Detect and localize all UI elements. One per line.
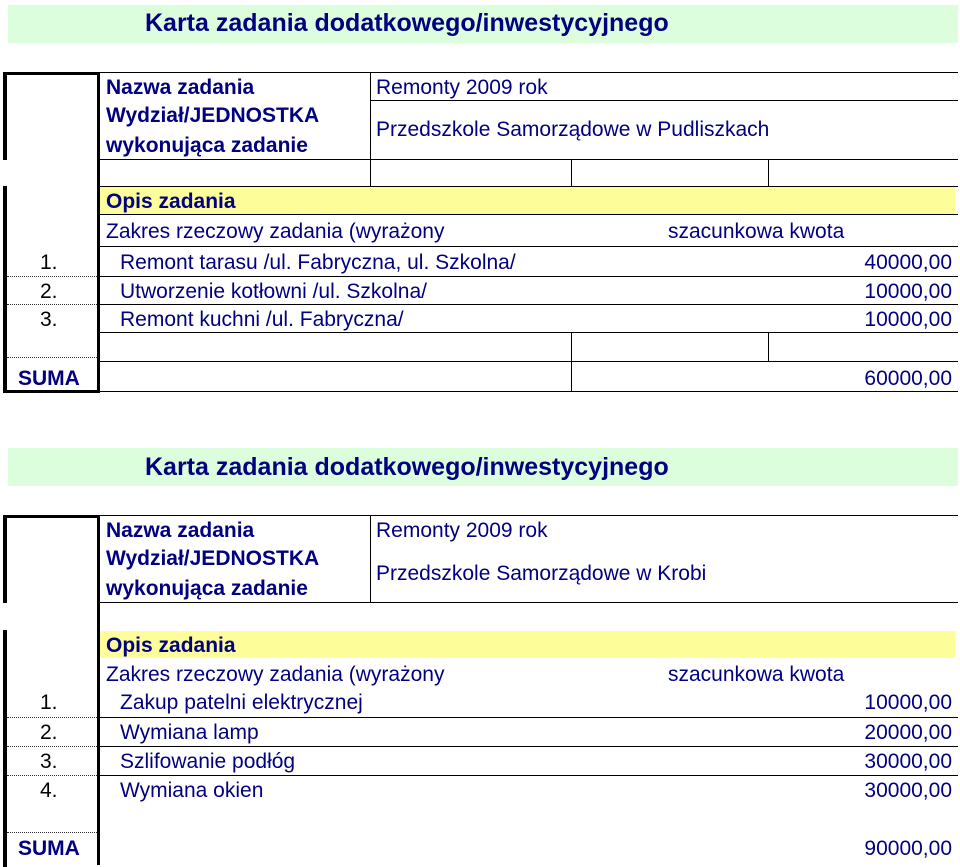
top-line — [100, 72, 958, 73]
row-line — [100, 361, 958, 362]
top-border — [3, 72, 100, 75]
scope-header: Zakres rzeczowy zadania (wyrażony — [106, 220, 445, 243]
row-line — [100, 159, 958, 160]
row-line — [100, 304, 958, 305]
item-number: 2. — [40, 721, 58, 744]
dotted-line — [7, 357, 97, 358]
dotted-line — [7, 304, 97, 305]
item-amount: 10000,00 — [864, 308, 952, 331]
card-title: Karta zadania dodatkowego/inwestycyjnego — [145, 453, 669, 481]
sum-label: SUMA — [18, 837, 80, 860]
task-name-value: Remonty 2009 rok — [376, 519, 548, 542]
item-text: Utworzenie kotłowni /ul. Szkolna/ — [120, 280, 427, 303]
col-divider — [370, 72, 371, 187]
item-amount: 30000,00 — [864, 750, 952, 773]
item-text: Wymiana okien — [120, 779, 264, 802]
sum-value: 90000,00 — [864, 837, 952, 860]
col-divider — [370, 515, 371, 603]
scope-header: Zakres rzeczowy zadania (wyrażony — [106, 663, 445, 686]
dotted-line — [7, 832, 97, 833]
amount-header: szacunkowa kwota — [668, 663, 845, 686]
col-divider — [571, 160, 572, 187]
unit-value: Przedszkole Samorządowe w Krobi — [376, 562, 707, 585]
item-text: Wymiana lamp — [120, 721, 259, 744]
item-number: 3. — [40, 750, 58, 773]
row-line — [100, 332, 958, 333]
item-number: 1. — [40, 691, 58, 714]
row-line — [100, 246, 958, 247]
top-border — [3, 515, 100, 518]
description-label: Opis zadania — [106, 634, 236, 657]
left-border — [3, 72, 7, 160]
top-line — [100, 515, 958, 516]
sum-value: 60000,00 — [864, 367, 952, 390]
left-border — [3, 186, 7, 392]
item-amount: 40000,00 — [864, 251, 952, 274]
description-label: Opis zadania — [106, 190, 236, 213]
task-name-label: Nazwa zadania — [106, 76, 255, 99]
bottom-border — [3, 390, 100, 393]
item-number: 3. — [40, 308, 58, 331]
item-amount: 10000,00 — [864, 691, 952, 714]
item-number: 1. — [40, 251, 58, 274]
row-line — [100, 602, 958, 603]
col-divider — [768, 333, 769, 361]
row-line — [100, 214, 958, 215]
unit-label-line2: wykonująca zadanie — [106, 134, 308, 157]
item-amount: 10000,00 — [864, 280, 952, 303]
col-divider — [571, 333, 572, 361]
row-line — [100, 746, 958, 747]
col-divider — [768, 160, 769, 187]
card-title: Karta zadania dodatkowego/inwestycyjnego — [145, 9, 669, 37]
amount-header: szacunkowa kwota — [668, 220, 845, 243]
inner-border — [97, 72, 100, 392]
unit-value: Przedszkole Samorządowe w Pudliszkach — [376, 118, 770, 141]
row-line — [100, 717, 958, 718]
unit-label-line1: Wydział/JEDNOSTKA — [106, 104, 320, 127]
unit-label-line2: wykonująca zadanie — [106, 577, 308, 600]
item-number: 4. — [40, 779, 58, 802]
item-text: Remont tarasu /ul. Fabryczna, ul. Szkolna/ — [120, 251, 516, 274]
dotted-line — [7, 276, 97, 277]
row-line — [370, 100, 958, 101]
task-name-value: Remonty 2009 rok — [376, 76, 548, 99]
sum-label: SUMA — [18, 367, 80, 390]
task-name-label: Nazwa zadania — [106, 519, 255, 542]
dotted-line — [7, 775, 97, 776]
unit-label-line1: Wydział/JEDNOSTKA — [106, 547, 320, 570]
item-amount: 20000,00 — [864, 721, 952, 744]
item-text: Zakup patelni elektrycznej — [120, 691, 363, 714]
row-line — [100, 775, 958, 776]
item-number: 2. — [40, 280, 58, 303]
dotted-line — [7, 717, 97, 718]
item-amount: 30000,00 — [864, 779, 952, 802]
inner-border — [97, 515, 100, 865]
item-text: Remont kuchni /ul. Fabryczna/ — [120, 308, 404, 331]
dotted-line — [7, 746, 97, 747]
bottom-line — [100, 391, 958, 392]
left-border — [3, 515, 7, 603]
row-line — [100, 276, 958, 277]
col-divider — [571, 362, 572, 392]
item-text: Szlifowanie podłóg — [120, 750, 296, 773]
